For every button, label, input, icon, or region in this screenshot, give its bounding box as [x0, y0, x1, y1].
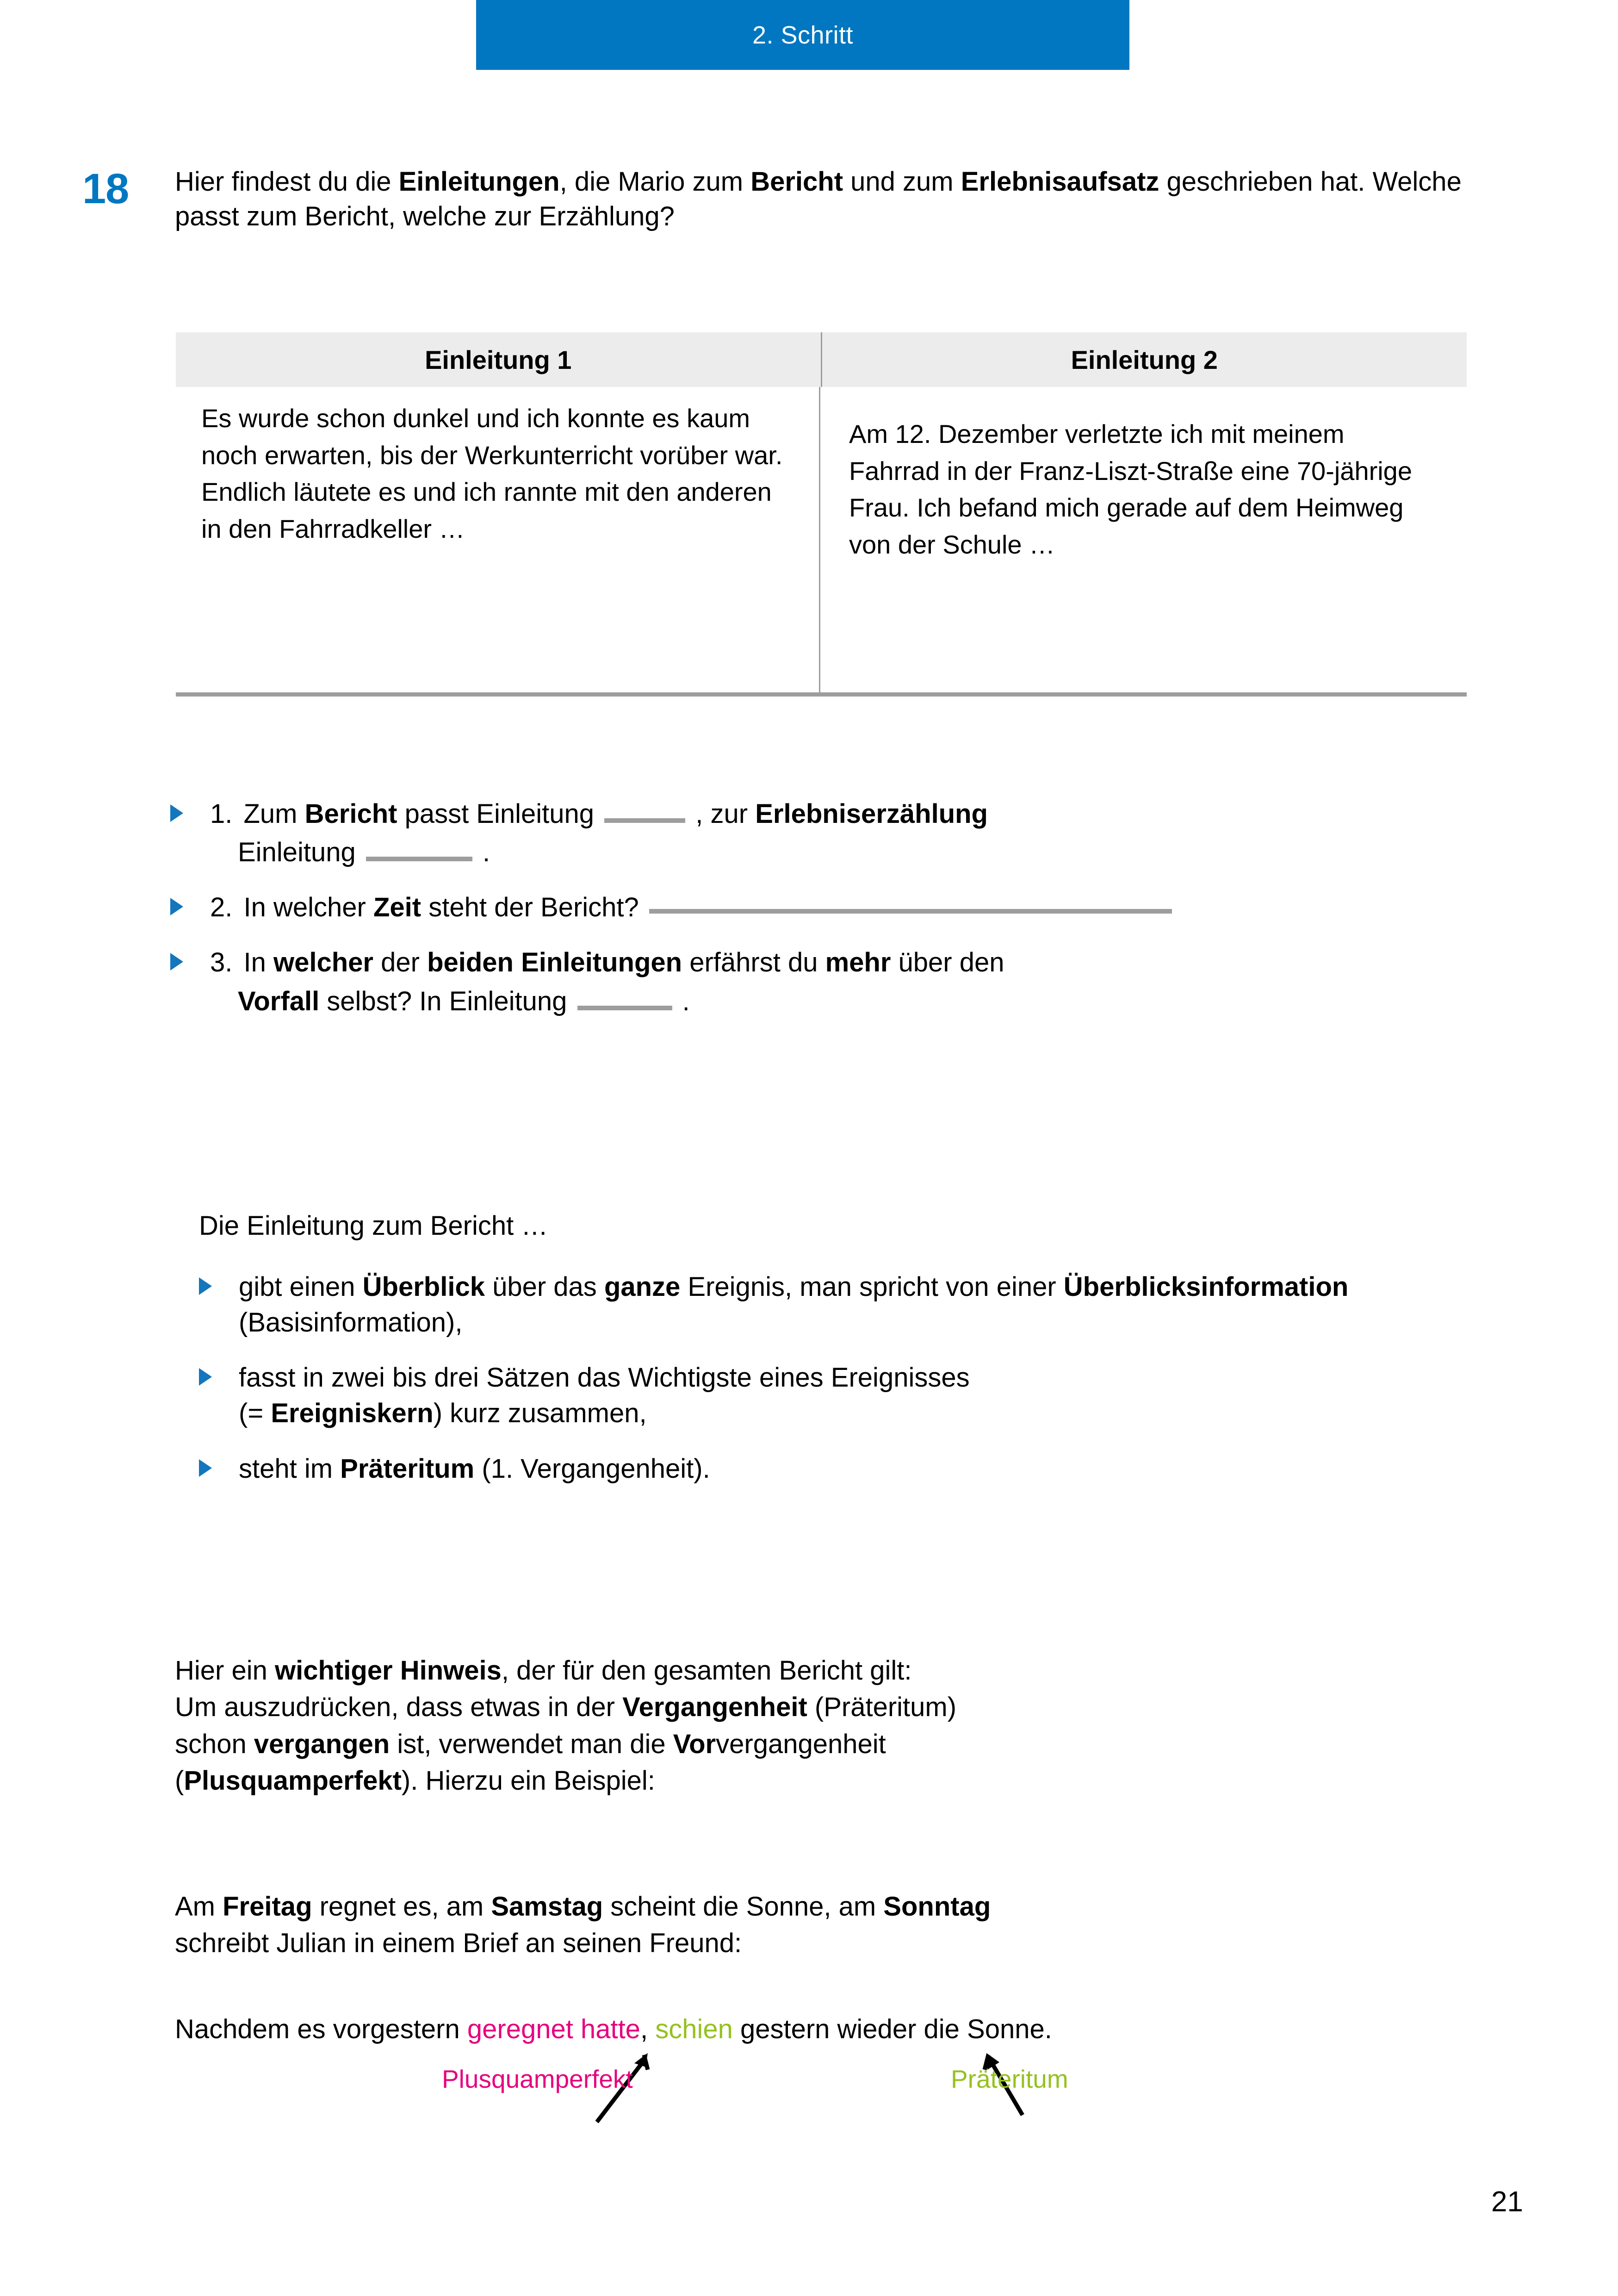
info-text: steht im: [239, 1453, 341, 1484]
triangle-bullet-icon: [199, 1277, 212, 1295]
question-blank[interactable]: [604, 798, 685, 823]
instruction-text: Hier findest du die: [175, 167, 399, 197]
question-item: [170, 945, 1466, 1019]
info-text: (1. Vergangenheit).: [474, 1453, 710, 1484]
question-text: beiden Einleitungen: [427, 947, 682, 978]
praeteritum-highlight: schien: [655, 2014, 733, 2044]
plusquamperfekt-highlight: geregnet hatte: [467, 2014, 640, 2044]
freitag-text: regnet es, am: [312, 1892, 491, 1922]
beispiel-mid: ,: [640, 2014, 656, 2044]
step-banner: [476, 0, 1129, 70]
beispiel-pre: Nachdem es vorgestern: [175, 2014, 467, 2044]
table-cell-einleitung-2: Am 12. Dezember verletzte ich mit meinem Fahrrad in der Franz-Liszt-Straße eine 70-jährige Frau. Ich befand mich gerade auf dem Heimweg von der Schule …: [849, 419, 1412, 559]
hinweis-text: ist, verwendet man die: [390, 1729, 673, 1759]
label-plusquamperfekt: Plusquamperfekt: [442, 2065, 633, 2093]
info-bullet-item: [199, 1451, 1467, 1487]
question-text: [244, 892, 1175, 922]
hinweis-text: Plusquamperfekt: [184, 1766, 402, 1796]
hinweis-text: vergangenheit: [716, 1729, 886, 1759]
table-header-row: [176, 332, 1467, 387]
question-text: Vorfall: [238, 986, 320, 1016]
question-number: 3.: [210, 947, 240, 978]
question-text: .: [675, 986, 690, 1016]
instruction-text: Einleitungen: [398, 167, 560, 197]
instruction-text: geschrieben hat. Welche passt zum Bericht, welche zur Erzählung?: [175, 167, 1462, 232]
info-text: Überblicksinformation: [1063, 1272, 1349, 1302]
einleitung-info-block: [199, 1210, 1467, 1506]
freitag-text: Sonntag: [883, 1892, 991, 1922]
info-bullet-text: [239, 1454, 710, 1484]
question-text: passt Einleitung: [397, 799, 602, 829]
annotation-arrows: [0, 2027, 1618, 2184]
question-text: steht der Bericht?: [421, 892, 646, 923]
info-bullet-text: [239, 1363, 970, 1428]
triangle-bullet-icon: [199, 1368, 212, 1386]
beispiel-post: gestern wieder die Sonne.: [732, 2014, 1052, 2044]
question-text-continued: [210, 983, 1466, 1019]
question-number: 2.: [210, 892, 240, 923]
freitag-text: Freitag: [223, 1892, 312, 1922]
question-item: [170, 796, 1466, 870]
hinweis-text: (Präteritum): [807, 1692, 957, 1723]
exercise-instruction: [175, 164, 1466, 234]
info-text: Präteritum: [340, 1453, 475, 1484]
table-header-einleitung-2: Einleitung 2: [1071, 345, 1218, 374]
info-text: ) kurz zusammen,: [433, 1398, 647, 1429]
instruction-text: Bericht: [750, 167, 843, 197]
info-bullet-text: [239, 1272, 1348, 1338]
step-banner-title: 2. Schritt: [752, 21, 854, 49]
hinweis-text: , der für den gesamten Bericht gilt:: [501, 1655, 912, 1686]
info-text: über das: [484, 1272, 604, 1302]
question-text: , zur: [688, 799, 756, 829]
freitag-text: Samstag: [491, 1892, 603, 1922]
question-list: [170, 796, 1466, 1039]
instruction-text: , die Mario zum: [559, 167, 751, 197]
info-text: ganze: [604, 1272, 681, 1302]
freitag-text: Am: [175, 1892, 223, 1922]
exercise-number: 18: [82, 165, 129, 212]
instruction-text: und zum: [843, 167, 961, 197]
question-text: welcher: [273, 947, 373, 978]
question-text: In welcher: [243, 892, 373, 923]
info-text: Ereignis, man spricht von einer: [680, 1272, 1064, 1302]
question-text: mehr: [825, 947, 891, 978]
question-blank[interactable]: [577, 985, 672, 1010]
question-blank[interactable]: [649, 889, 1172, 914]
question-text: [244, 799, 988, 829]
hinweis-paragraph: [175, 1652, 1466, 1799]
triangle-bullet-icon: [199, 1459, 212, 1477]
question-text: [244, 947, 1004, 977]
label-praeteritum: Präteritum: [951, 2065, 1068, 2093]
question-blank[interactable]: [366, 836, 472, 861]
triangle-bullet-icon: [170, 898, 183, 915]
hinweis-text: ). Hierzu ein Beispiel:: [401, 1766, 655, 1796]
question-text: In: [243, 947, 273, 978]
freitag-text: scheint die Sonne, am: [603, 1892, 884, 1922]
info-text: (Basisinformation),: [239, 1307, 463, 1338]
hinweis-text: schon: [175, 1729, 254, 1759]
info-bullet-item: [199, 1269, 1467, 1340]
info-text: Überblick: [362, 1272, 485, 1302]
info-text: gibt einen: [239, 1272, 363, 1302]
table-body-row: [176, 387, 1467, 697]
info-block-lead: Die Einleitung zum Bericht …: [199, 1211, 548, 1241]
hinweis-text: wichtiger Hinweis: [274, 1655, 502, 1686]
triangle-bullet-icon: [170, 953, 183, 971]
hinweis-text: vergangen: [254, 1729, 390, 1759]
info-text: (=: [239, 1398, 271, 1429]
question-text: Einleitung: [238, 837, 363, 868]
question-text: über den: [891, 947, 1004, 978]
question-text: Zum: [243, 799, 305, 829]
question-text: selbst? In Einleitung: [319, 986, 575, 1016]
freitag-paragraph: [175, 1888, 1466, 1962]
question-text: der: [373, 947, 428, 978]
info-bullet-list: [199, 1269, 1467, 1487]
hinweis-text: Um auszudrücken, dass etwas in der: [175, 1692, 623, 1723]
table-cell-einleitung-1: Es wurde schon dunkel und ich konnte es kaum noch erwarten, bis der Werkunterricht vorüber war. Endlich läutete es und ich rannte mit den anderen in den Fahrradkeller …: [176, 387, 820, 692]
hinweis-text: Vor: [673, 1729, 716, 1759]
hinweis-text: Vergangenheit: [622, 1692, 807, 1723]
hinweis-text: (: [175, 1766, 184, 1796]
question-text: Zeit: [373, 892, 422, 923]
info-text: Ereigniskern: [271, 1398, 434, 1429]
question-text-continued: [210, 834, 1466, 870]
question-text: erfährst du: [682, 947, 825, 978]
page-number: 21: [1491, 2186, 1523, 2218]
hinweis-text: Hier ein: [175, 1655, 275, 1686]
question-text: Erlebniserzählung: [755, 799, 988, 829]
question-item: [170, 890, 1466, 925]
info-bullet-item: [199, 1360, 1467, 1431]
einleitungen-table: [176, 332, 1467, 697]
instruction-text: Erlebnisaufsatz: [961, 167, 1159, 197]
info-text: fasst in zwei bis drei Sätzen das Wichtigste eines Ereignisses: [239, 1363, 970, 1393]
freitag-text: schreibt Julian in einem Brief an seinen Freund:: [175, 1928, 742, 1959]
question-text: Bericht: [304, 799, 397, 829]
triangle-bullet-icon: [170, 804, 183, 822]
table-header-einleitung-1: Einleitung 1: [176, 332, 822, 387]
question-number: 1.: [210, 799, 240, 829]
question-text: .: [475, 837, 490, 868]
